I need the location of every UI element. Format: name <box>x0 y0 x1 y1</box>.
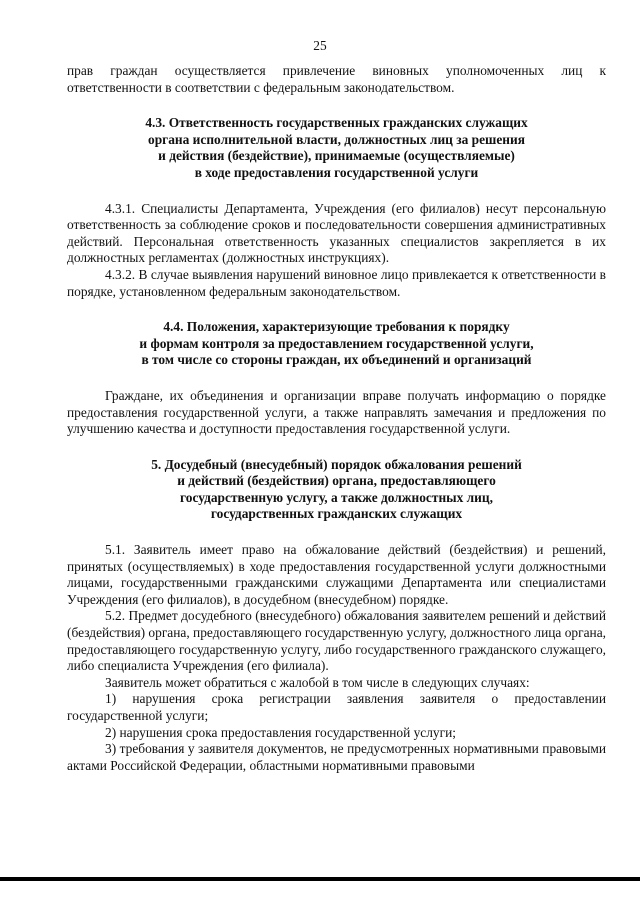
paragraph-5-2: 5.2. Предмет досудебного (внесудебного) обжалования заявителем решений и действий (бездействия) органа, предоставляющего государственную услугу, должностного лица органа, предоставляющего государственную услугу, либо государственного гражданского служащего, либо специалиста Учреждения (его филиала). <box>67 608 606 674</box>
list-item: 3) требования у заявителя документов, не предусмотренных нормативными правовыми актами Российской Федерации, областными нормативными правовыми <box>67 741 606 773</box>
heading-line: и формам контроля за предоставлением государственной услуги, <box>139 335 534 351</box>
heading-line: 4.4. Положения, характеризующие требования к порядку <box>163 319 510 335</box>
list-item: 2) нарушения срока предоставления государственной услуги; <box>105 724 457 740</box>
heading-line: в том числе со стороны граждан, их объединений и организаций <box>141 352 532 368</box>
paragraph-4-3-2: 4.3.2. В случае выявления нарушений виновное лицо привлекается к ответственности в порядке, установленном федеральным законодательством. <box>67 266 606 299</box>
heading-line: в ходе предоставления государственной услуги <box>194 164 479 180</box>
section-5-heading <box>67 457 606 523</box>
section-4-3-heading <box>67 115 606 181</box>
heading-line: и действий (бездействия) органа, предоставляющего <box>177 473 496 489</box>
page-content <box>67 63 606 774</box>
heading-line: органа исполнительной власти, должностных лиц за решения <box>148 131 525 147</box>
heading-line: и действия (бездействие), принимаемые (осуществляемые) <box>158 148 515 164</box>
section-4-4-heading <box>67 319 606 369</box>
paragraph-4-4: Граждане, их объединения и организации вправе получать информацию о порядке предоставления государственной услуги, а также направлять замечания и предложения по улучшению качества и доступности предоставления государственной услуги. <box>67 387 606 437</box>
heading-line: государственных гражданских служащих <box>210 506 463 522</box>
paragraph-4-3-1: 4.3.1. Специалисты Департамента, Учреждения (его филиалов) несут персональную ответственность за соблюдение сроков и последовательности совершения административных действий. Персональная ответственность указанных специалистов закрепляется в их должностных регламентах (должностных инструкциях). <box>67 200 606 266</box>
heading-line: государственную услугу, а также должностных лиц, <box>180 489 493 505</box>
intro-paragraph: прав граждан осуществляется привлечение виновных уполномоченных лиц к ответственности в соответствии с федеральным законодательством. <box>67 63 606 95</box>
list-item: 1) нарушения срока регистрации заявления заявителя о предоставлении государственной услуги; <box>67 691 606 723</box>
heading-line: 4.3. Ответственность государственных гражданских служащих <box>145 115 528 131</box>
bottom-divider <box>0 877 640 881</box>
page-number: 25 <box>313 38 327 53</box>
heading-line: 5. Досудебный (внесудебный) порядок обжалования решений <box>151 456 522 472</box>
paragraph-5-1: 5.1. Заявитель имеет право на обжалование действий (бездействия) и решений, принятых (осуществляемых) в ходе предоставления государственной услуги должностными лицами, государственными гражданскими служащими Департамента или специалистами Учреждения (его филиалов), в досудебном (внесудебном) порядке. <box>67 542 606 607</box>
complaint-cases-intro: Заявитель может обратиться с жалобой в том числе в следующих случаях: <box>105 674 530 690</box>
